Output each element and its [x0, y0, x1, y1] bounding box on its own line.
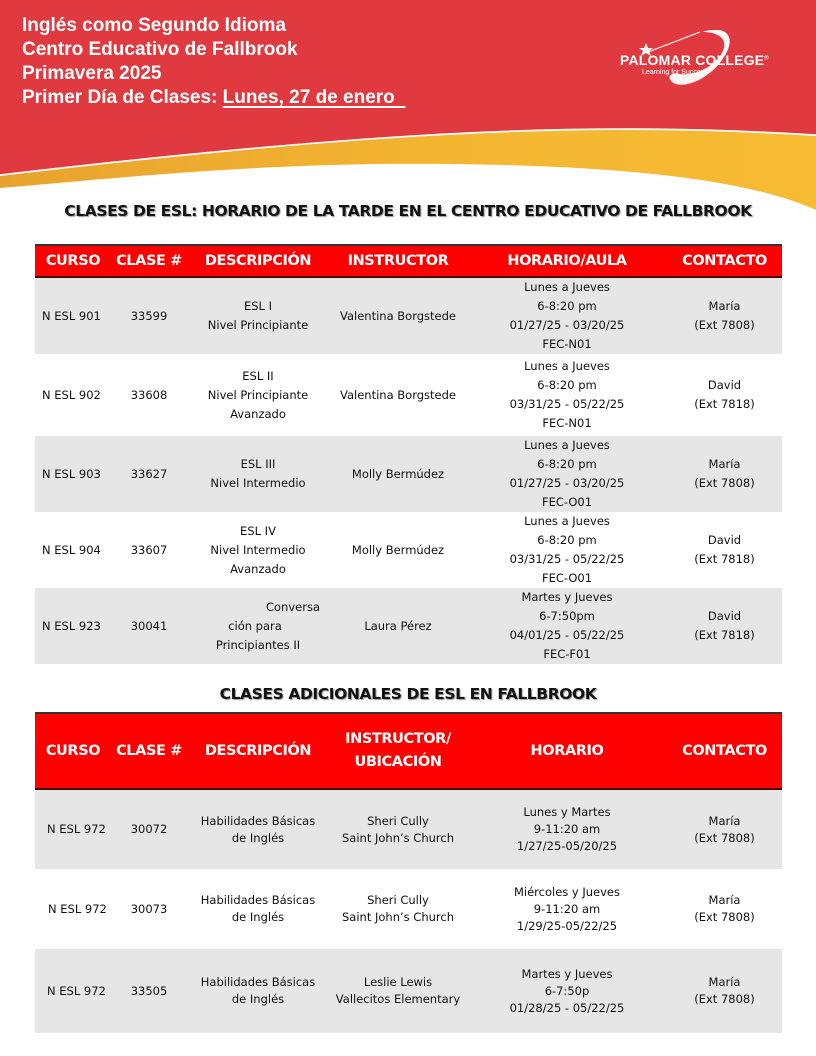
- clase-cell: 33627: [111, 436, 187, 512]
- instructor-cell: Sheri Cully Saint John’s Church: [342, 893, 454, 924]
- contacto-cell: María (Ext 7808): [667, 436, 782, 512]
- descripcion-cell: ESL I Nivel Principiante: [187, 277, 329, 354]
- col-curso: CURSO: [35, 713, 111, 789]
- contacto-cell: David (Ext 7818): [694, 533, 755, 566]
- section2-title: CLASES ADICIONALES DE ESL EN FALLBROOK: [219, 685, 597, 703]
- palomar-college-logo: [610, 30, 800, 110]
- clase-cell: 30072: [111, 789, 187, 869]
- curso-cell: N ESL 972: [48, 901, 107, 916]
- clase-cell: 33505: [111, 949, 187, 1033]
- col-contacto: CONTACTO: [667, 245, 782, 277]
- col-horario: HORARIO: [467, 713, 667, 789]
- curso-cell: N ESL 901: [35, 277, 111, 354]
- clase-cell: 33608: [130, 387, 168, 402]
- curso-cell: N ESL 902: [42, 387, 101, 402]
- curso-cell: N ESL 972: [35, 789, 111, 869]
- header-title-block: [22, 14, 405, 110]
- term: Primavera 2025: [22, 63, 162, 84]
- contacto-cell: David (Ext 7818): [694, 378, 755, 411]
- table-row: [35, 869, 782, 949]
- first-day-value: Lunes, 27 de enero: [222, 87, 406, 108]
- header-banner: [0, 0, 816, 210]
- clase-cell: 30073: [130, 901, 168, 916]
- horario-cell: Lunes a Jueves 6-8:20 pm 01/27/25 - 03/20/25 FEC-N01: [467, 277, 667, 354]
- logo-tagline: Learning for Success: [642, 69, 708, 76]
- clase-cell: 30041: [111, 588, 187, 664]
- instructor-cell: Valentina Borgstede: [329, 277, 467, 354]
- instructor-cell: Laura Pérez: [329, 588, 467, 664]
- additional-classes-table: [35, 712, 782, 1033]
- first-day: [22, 86, 405, 110]
- table-row: [35, 588, 782, 664]
- descripcion-cell: Habilidades Básicas de Inglés: [200, 893, 316, 924]
- instructor-cell: Molly Bermúdez: [329, 436, 467, 512]
- table-row: [35, 277, 782, 354]
- horario-cell: Miércoles y Jueves 9-11:20 am 1/29/25-05/22/25: [513, 884, 621, 933]
- contacto-cell: María (Ext 7808): [667, 789, 782, 869]
- horario-cell: Lunes a Jueves 6-8:20 pm 03/31/25 - 05/22/25 FEC-N01: [509, 359, 625, 430]
- col-descripcion: DESCRIPCIÓN: [187, 713, 329, 789]
- program-title: Inglés como Segundo Idioma: [22, 15, 286, 36]
- horario-cell: Martes y Jueves 6-7:50p 01/28/25 - 05/22/25: [467, 949, 667, 1033]
- evening-classes-table: [35, 244, 782, 664]
- table-row: [35, 436, 782, 512]
- clase-cell: 33607: [130, 542, 168, 557]
- horario-cell: Lunes a Jueves 6-8:20 pm 01/27/25 - 03/20/25 FEC-O01: [467, 436, 667, 512]
- instructor-cell: Sheri Cully Saint John’s Church: [329, 789, 467, 869]
- table-header-row: [35, 713, 782, 789]
- logo-name: PALOMAR COLLEGE®: [620, 52, 769, 68]
- descripcion-cell: ESL III Nivel Intermedio: [187, 436, 329, 512]
- horario-cell: Lunes y Martes 9-11:20 am 1/27/25-05/20/25: [467, 789, 667, 869]
- contacto-cell: David (Ext 7818): [667, 588, 782, 664]
- table-header-row: [35, 245, 782, 277]
- col-instructor-ubicacion: INSTRUCTOR/ UBICACIÓN: [329, 713, 467, 789]
- table-row: [35, 949, 782, 1033]
- center-name: Centro Educativo de Fallbrook: [22, 39, 298, 60]
- descripcion-cell: ESL IV Nivel Intermedio Avanzado: [210, 523, 306, 576]
- descripcion-cell: Habilidades Básicas de Inglés: [187, 949, 329, 1033]
- col-instructor: INSTRUCTOR: [329, 245, 467, 277]
- col-clase: CLASE #: [111, 245, 187, 277]
- col-curso: CURSO: [35, 245, 111, 277]
- contacto-cell: María (Ext 7808): [667, 949, 782, 1033]
- horario-cell: Martes y Jueves 6-7:50pm 04/01/25 - 05/22/25 FEC-F01: [467, 588, 667, 664]
- curso-cell: N ESL 904: [42, 542, 101, 557]
- table-row: [35, 512, 782, 588]
- contacto-cell: María (Ext 7808): [694, 893, 755, 924]
- descripcion-cell: ESL II Nivel Principiante Avanzado: [207, 368, 309, 421]
- curso-cell: N ESL 903: [35, 436, 111, 512]
- col-descripcion: DESCRIPCIÓN: [187, 245, 329, 277]
- descripcion-cell: Conversa ción para Principiantes II: [187, 588, 329, 664]
- section1-title: CLASES DE ESL: HORARIO DE LA TARDE EN EL CENTRO EDUCATIVO DE FALLBROOK: [64, 202, 752, 220]
- col-horario-aula: HORARIO/AULA: [467, 245, 667, 277]
- horario-cell: Lunes a Jueves 6-8:20 pm 03/31/25 - 05/22/25 FEC-O01: [509, 514, 625, 585]
- contacto-cell: María (Ext 7808): [667, 277, 782, 354]
- instructor-cell: Leslie Lewis Vallecitos Elementary: [329, 949, 467, 1033]
- descripcion-cell: Habilidades Básicas de Inglés: [187, 789, 329, 869]
- table-row: [35, 789, 782, 869]
- curso-cell: N ESL 972: [35, 949, 111, 1033]
- table-row: [35, 354, 782, 436]
- curso-cell: N ESL 923: [35, 588, 111, 664]
- col-contacto: CONTACTO: [667, 713, 782, 789]
- col-clase: CLASE #: [111, 713, 187, 789]
- instructor-cell: Valentina Borgstede: [340, 387, 456, 402]
- clase-cell: 33599: [111, 277, 187, 354]
- instructor-cell: Molly Bermúdez: [351, 542, 445, 557]
- first-day-label: Primer Día de Clases:: [22, 87, 223, 108]
